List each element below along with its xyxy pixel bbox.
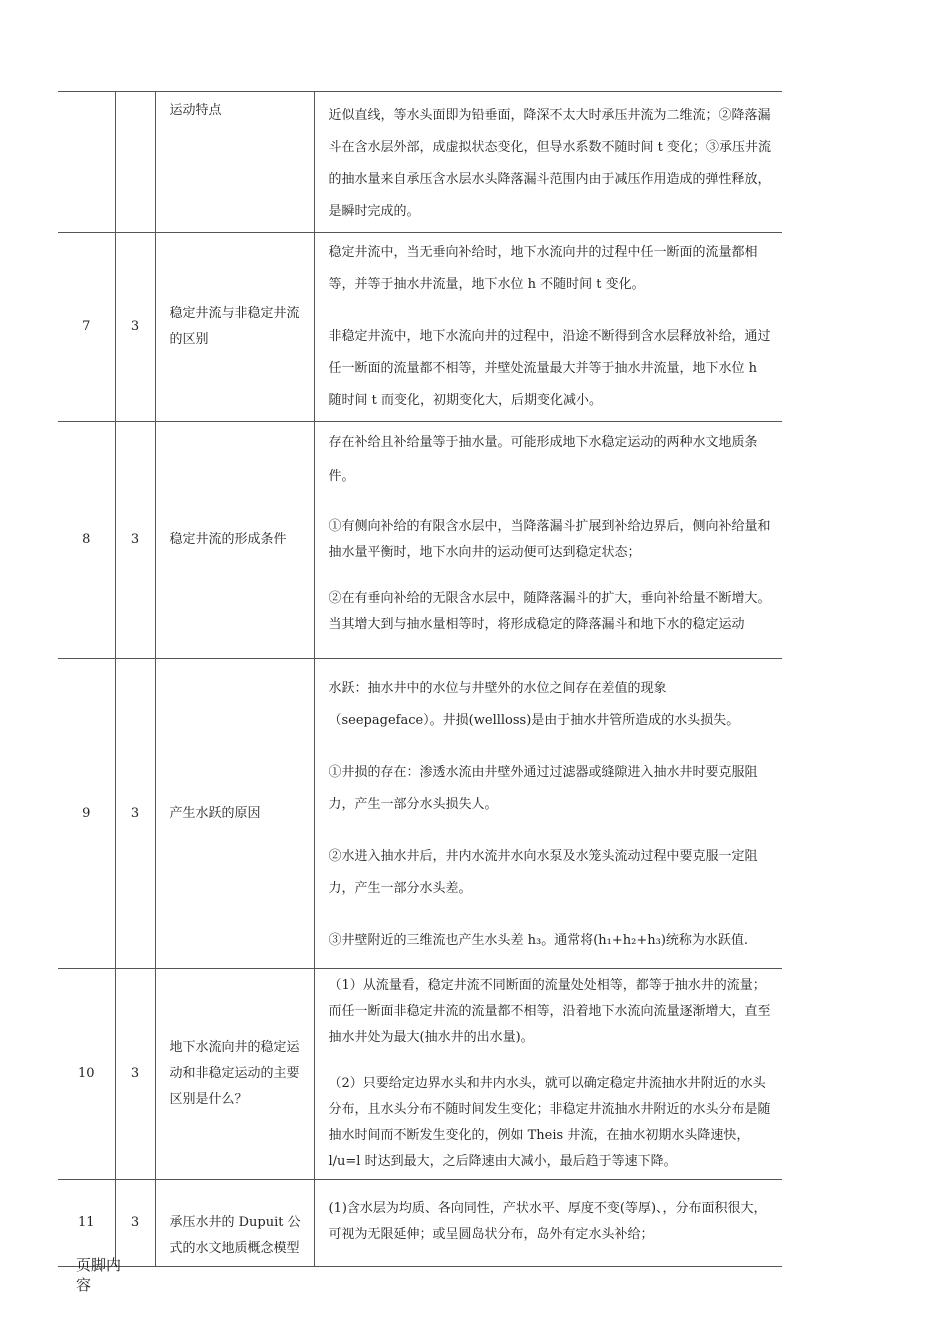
score-cell: 3 [115,422,155,659]
row-number-cell: 9 [58,659,115,969]
score-cell: 3 [115,659,155,969]
answer-cell [314,969,782,1180]
answer-cell [314,659,782,969]
answer-paragraph: （2）只要给定边界水头和井内水头，就可以确定稳定井流抽水井附近的水头分布，且水头分布不随时间发生变化；非稳定井流抽水井附近的水头分布是随抽水时间而不断发生变化的，例如 Theis 井流，在抽水初期水头降速快，l/u=l 时达到最大，之后降速由大减小，最后趋于等速下降。 [328,1076,771,1169]
table-row [58,233,782,422]
score-cell: 3 [115,1180,155,1267]
answer-cell [314,233,782,422]
answer-paragraph: (1)含水层为均质、各向同性，产状水平、厚度不变(等厚)、，分布面积很大，可视为无限延伸；或呈圆岛状分布，岛外有定水头补给； [328,1201,767,1242]
answer-paragraph: ①井损的存在：渗透水流由井壁外通过过滤器或缝隙进入抽水井时要克服阻力，产生一部分水头损失人。 [328,765,758,812]
answer-paragraph: 稳定井流中，当无垂向补给时，地下水流向井的过程中任一断面的流量都相等，并等于抽水井流量，地下水位 h 不随时间 t 变化。 [328,245,758,292]
page-footer: 页脚内容 [76,1256,122,1294]
table-row [58,1180,782,1267]
table-row [58,92,782,233]
answer-paragraph: 存在补给且补给量等于抽水量。可能形成地下水稳定运动的两种水文地质条件。 [328,435,758,484]
question-cell: 稳定井流的形成条件 [155,422,314,659]
answer-cell [314,1180,782,1267]
row-number-cell: 10 [58,969,115,1180]
row-number-cell: 8 [58,422,115,659]
row-number-cell: 11 [58,1180,115,1267]
answer-cell [314,92,782,233]
score-cell [115,92,155,233]
score-cell: 3 [115,969,155,1180]
answer-paragraph: 水跃：抽水井中的水位与井壁外的水位之间存在差值的现象（seepageface）。井损(wellloss)是由于抽水井管所造成的水头损失。 [328,681,740,728]
row-number-cell: 7 [58,233,115,422]
question-cell: 产生水跃的原因 [155,659,314,969]
answer-paragraph: 近似直线，等水头面即为铅垂面，降深不太大时承压井流为二维流；②降落漏斗在含水层外部，成虚拟状态变化，但导水系数不随时间 t 变化；③承压井流的抽水量来自承压含水层水头降落漏斗范围内由于减压作用造成的弹性释放，是瞬时完成的。 [328,108,771,219]
answer-paragraph: （1）从流量看，稳定井流不同断面的流量处处相等，都等于抽水井的流量；而任一断面非稳定井流的流量都不相等，沿着地下水流向流量逐渐增大，直至抽水井处为最大(抽水井的出水量)。 [328,978,771,1045]
answer-paragraph: ③井壁附近的三维流也产生水头差 h₃。通常将(h₁+h₂+h₃)统称为水跃值. [328,933,749,948]
row-number-cell [58,92,115,233]
table-row [58,969,782,1180]
table-row [58,659,782,969]
question-cell: 运动特点 [155,92,314,233]
score-cell: 3 [115,233,155,422]
table-row [58,422,782,659]
answer-paragraph: 非稳定井流中，地下水流向井的过程中，沿途不断得到含水层释放补给，通过任一断面的流量都不相等，并壁处流量最大并等于抽水井流量，地下水位 h 随时间 t 而变化，初期变化大，后期变化减小。 [328,329,771,408]
answer-paragraph: ②水进入抽水井后，井内水流井水向水泵及水笼头流动过程中要克服一定阻力，产生一部分水头差。 [328,849,758,896]
answer-paragraph: ①有侧向补给的有限含水层中，当降落漏斗扩展到补给边界后，侧向补给量和抽水量平衡时，地下水向井的运动便可达到稳定状态； [328,519,771,560]
answer-paragraph: ②在有垂向补给的无限含水层中，随降落漏斗的扩大，垂向补给量不断增大。当其增大到与抽水量相等时，将形成稳定的降落漏斗和地下水的稳定运动 [328,591,771,632]
question-cell: 地下水流向井的稳定运动和非稳定运动的主要区别是什么？ [155,969,314,1180]
question-cell: 稳定井流与非稳定井流的区别 [155,233,314,422]
qa-table [58,91,782,1267]
answer-cell [314,422,782,659]
question-cell: 承压水井的 Dupuit 公式的水文地质概念模型 [155,1180,314,1267]
